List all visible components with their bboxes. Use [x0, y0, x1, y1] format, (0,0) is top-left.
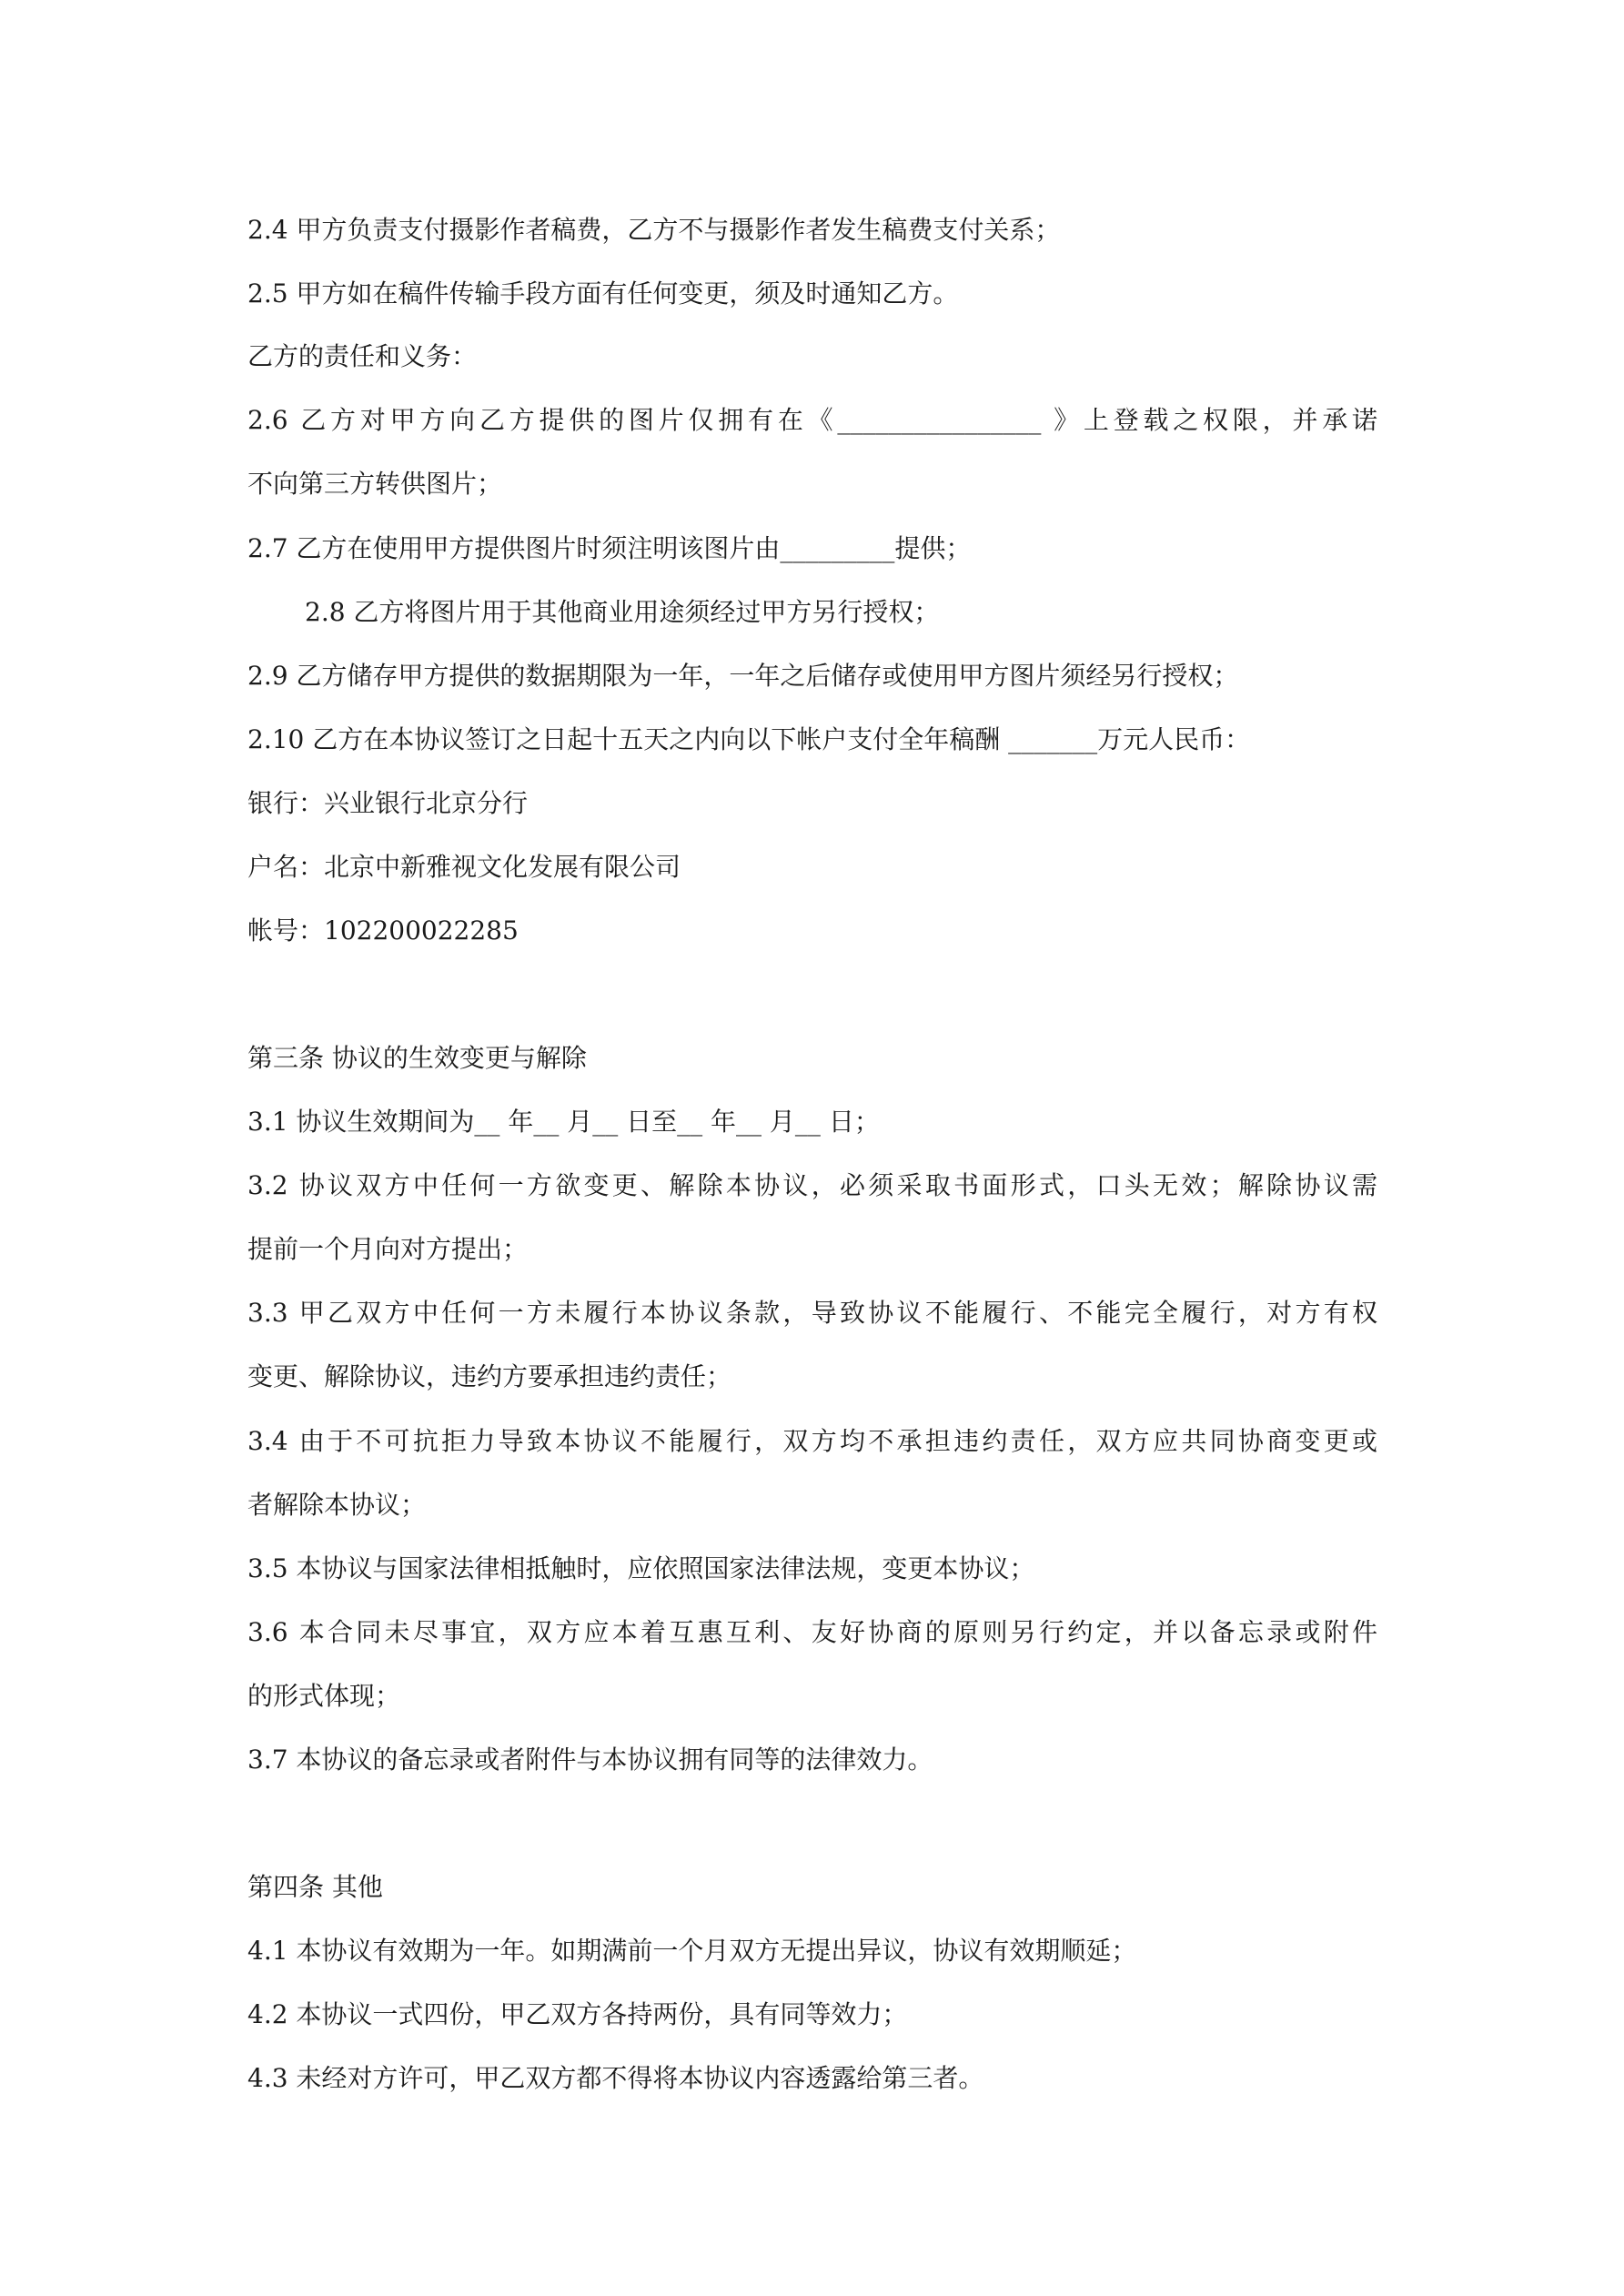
clause-4-2: 4.2 本协议一式四份，甲乙双方各持两份，具有同等效力； [247, 1999, 908, 2029]
clause-3-6: 3.6 本合同未尽事宜，双方应本着互惠互利、友好协商的原则另行约定，并以备忘录或附件 [247, 1617, 1377, 1647]
clause-2-8: 2.8 乙方将图片用于其他商业用途须经过甲方另行授权； [305, 597, 940, 627]
bank-name: 银行：兴业银行北京分行 [247, 788, 529, 818]
clause-3-3: 3.3 甲乙双方中任何一方未履行本协议条款，导致协议不能履行、不能完全履行，对方有权 [247, 1298, 1377, 1328]
clause-3-2: 3.2 协议双方中任何一方欲变更、解除本协议，必须采取书面形式，口头无效；解除协议需 [247, 1170, 1377, 1200]
clause-3-4: 3.4 由于不可抗拒力导致本协议不能履行，双方均不承担违约责任，双方应共同协商变更或 [247, 1426, 1377, 1456]
clause-2-9: 2.9 乙方储存甲方提供的数据期限为一年，一年之后储存或使用甲方图片须经另行授权； [247, 661, 1239, 691]
account-holder: 户名：北京中新雅视文化发展有限公司 [247, 852, 681, 882]
clause-4-1: 4.1 本协议有效期为一年。如期满前一个月双方无提出异议，协议有效期顺延； [247, 1936, 1137, 1966]
clause-2-6-continued: 不向第三方转供图片； [247, 469, 503, 499]
clause-3-4-continued: 者解除本协议； [247, 1490, 427, 1520]
clause-3-1: 3.1 协议生效期间为__ 年__ 月__ 日至__ 年__ 月__ 日； [247, 1107, 880, 1137]
clause-3-7: 3.7 本协议的备忘录或者附件与本协议拥有同等的法律效力。 [247, 1745, 933, 1775]
section-heading-3: 第三条 协议的生效变更与解除 [247, 1043, 587, 1073]
clause-3-3-continued: 变更、解除协议，违约方要承担违约责任； [247, 1361, 732, 1391]
section-subheading-party-b: 乙方的责任和义务： [247, 341, 478, 371]
clause-3-2-continued: 提前一个月向对方提出； [247, 1234, 529, 1264]
clause-2-5: 2.5 甲方如在稿件传输手段方面有任何变更，须及时通知乙方。 [247, 278, 959, 308]
clause-3-5: 3.5 本协议与国家法律相抵触时，应依照国家法律法规，变更本协议； [247, 1553, 1035, 1583]
clause-3-6-continued: 的形式体现； [247, 1681, 401, 1711]
clause-2-10: 2.10 乙方在本协议签订之日起十五天之内向以下帐户支付全年稿酬 _______万元人民币： [247, 724, 1251, 754]
clause-2-4: 2.4 甲方负责支付摄影作者稿费，乙方不与摄影作者发生稿费支付关系； [247, 215, 1061, 245]
clause-2-7: 2.7 乙方在使用甲方提供图片时须注明该图片由_________提供； [247, 533, 972, 563]
account-number: 帐号：102200022285 [247, 915, 519, 946]
section-heading-4: 第四条 其他 [247, 1872, 383, 1902]
clause-2-6: 2.6 乙方对甲方向乙方提供的图片仅拥有在《________________ 》上登载之权限，并承诺 [247, 405, 1377, 435]
clause-4-3: 4.3 未经对方许可，甲乙双方都不得将本协议内容透露给第三者。 [247, 2063, 984, 2093]
